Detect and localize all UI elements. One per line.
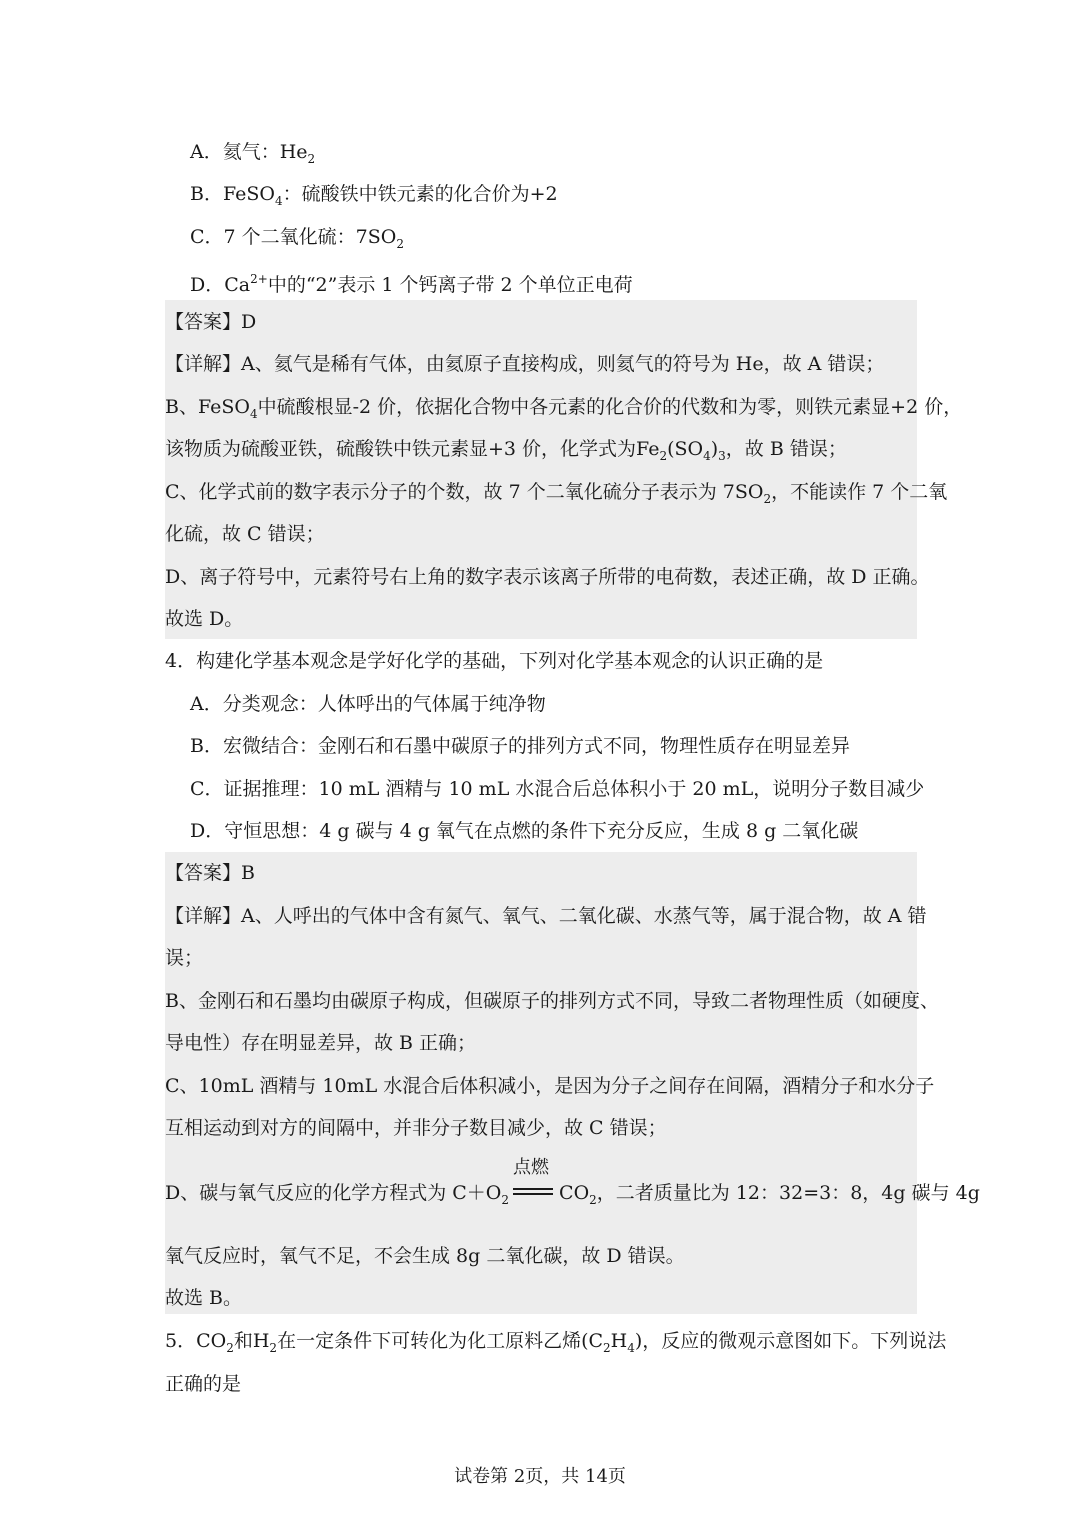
q4-explain-line: 误； [165,947,204,969]
q4-explain-line: C、10mL 酒精与 10mL 水混合后体积减小，是因为分子之间存在间隔，酒精分子和水分子 [165,1075,935,1097]
q4-explain-line: B、金刚石和石墨均由碳原子构成，但碳原子的排列方式不同，导致二者物理性质（如硬度、 [165,990,939,1012]
q4-equation-line: D、碳与氧气反应的化学方程式为 $C+O_2$ 点燃 $CO_2$，二者质量比为 12：32=3：8，4g 碳与 4g [165,1157,980,1207]
q3-explain-line: C、化学式前的数字表示分子的个数，故 7 个二氧化硫分子表示为 $7SO_2$，不能读作 7 个二氧 [165,481,948,506]
q4-stem: 4．构建化学基本观念是学好化学的基础，下列对化学基本观念的认识正确的是 [165,650,824,672]
q4-explain-line: 故选 B。 [165,1287,243,1309]
q3-answer: 【答案】D [165,311,257,333]
q4-explain-line: 氧气反应时，氧气不足，不会生成 8g 二氧化碳，故 D 错误。 [165,1245,685,1267]
q4-answer: 【答案】B [165,862,255,884]
q4-option-b: B．宏微结合：金刚石和石墨中碳原子的排列方式不同，物理性质存在明显差异 [190,735,850,757]
q3-option-b: B．FeSO$_4$：硫酸铁中铁元素的化合价为+2 [190,183,558,208]
q4-option-c: C．证据推理：10 mL 酒精与 10 mL 水混合后总体积小于 20 mL，说明分子数目减少 [190,778,925,800]
q3-option-d: D．$Ca^{2+}$中的“2”表示 1 个钙离子带 2 个单位正电荷 [190,272,633,296]
q3-explain-line: B、FeSO$_4$中硫酸根显-2 价，依据化合物中各元素的化合价的代数和为零，则铁元素显+2 价， [165,396,963,421]
q3-option-a: A．氦气：$He_2$ [190,141,316,166]
page-footer: 试卷第 2页，共 14页 [454,1466,626,1487]
q4-option-d: D．守恒思想：4 g 碳与 4 g 氧气在点燃的条件下充分反应，生成 8 g 二氧化碳 [190,820,859,842]
q5-stem-line: 正确的是 [165,1373,242,1395]
q3-explain-line: 故选 D。 [165,608,244,630]
q5-stem: 5．$CO_2$和$H_2$在一定条件下可转化为化工原料乙烯$(C_2H_4)$，反应的微观示意图如下。下列说法 [165,1330,947,1355]
q3-explain-line: 化硫，故 C 错误； [165,523,325,545]
q4-explain-line: 导电性）存在明显差异，故 B 正确； [165,1032,477,1054]
q3-option-c: C．7 个二氧化硫：$7SO_2$ [190,226,404,251]
reaction-condition: 点燃 [511,1179,557,1205]
q3-explain-line: 【详解】A、氦气是稀有气体，由氦原子直接构成，则氦气的符号为 He，故 A 错误； [165,353,885,375]
q4-option-a: A．分类观念：人体呼出的气体属于纯净物 [190,693,546,715]
q4-explain-line: 【详解】A、人呼出的气体中含有氮气、氧气、二氧化碳、水蒸气等，属于混合物，故 A 错 [165,905,927,927]
q3-explain-line: D、离子符号中，元素符号右上角的数字表示该离子所带的电荷数，表述正确，故 D 正确。 [165,566,930,588]
q4-explain-line: 互相运动到对方的间隔中，并非分子数目减少，故 C 错误； [165,1117,667,1139]
q3-explain-line: 该物质为硫酸亚铁，硫酸铁中铁元素显+3 价，化学式为$Fe_2(SO_4)_3$，故 B 错误； [165,438,847,463]
